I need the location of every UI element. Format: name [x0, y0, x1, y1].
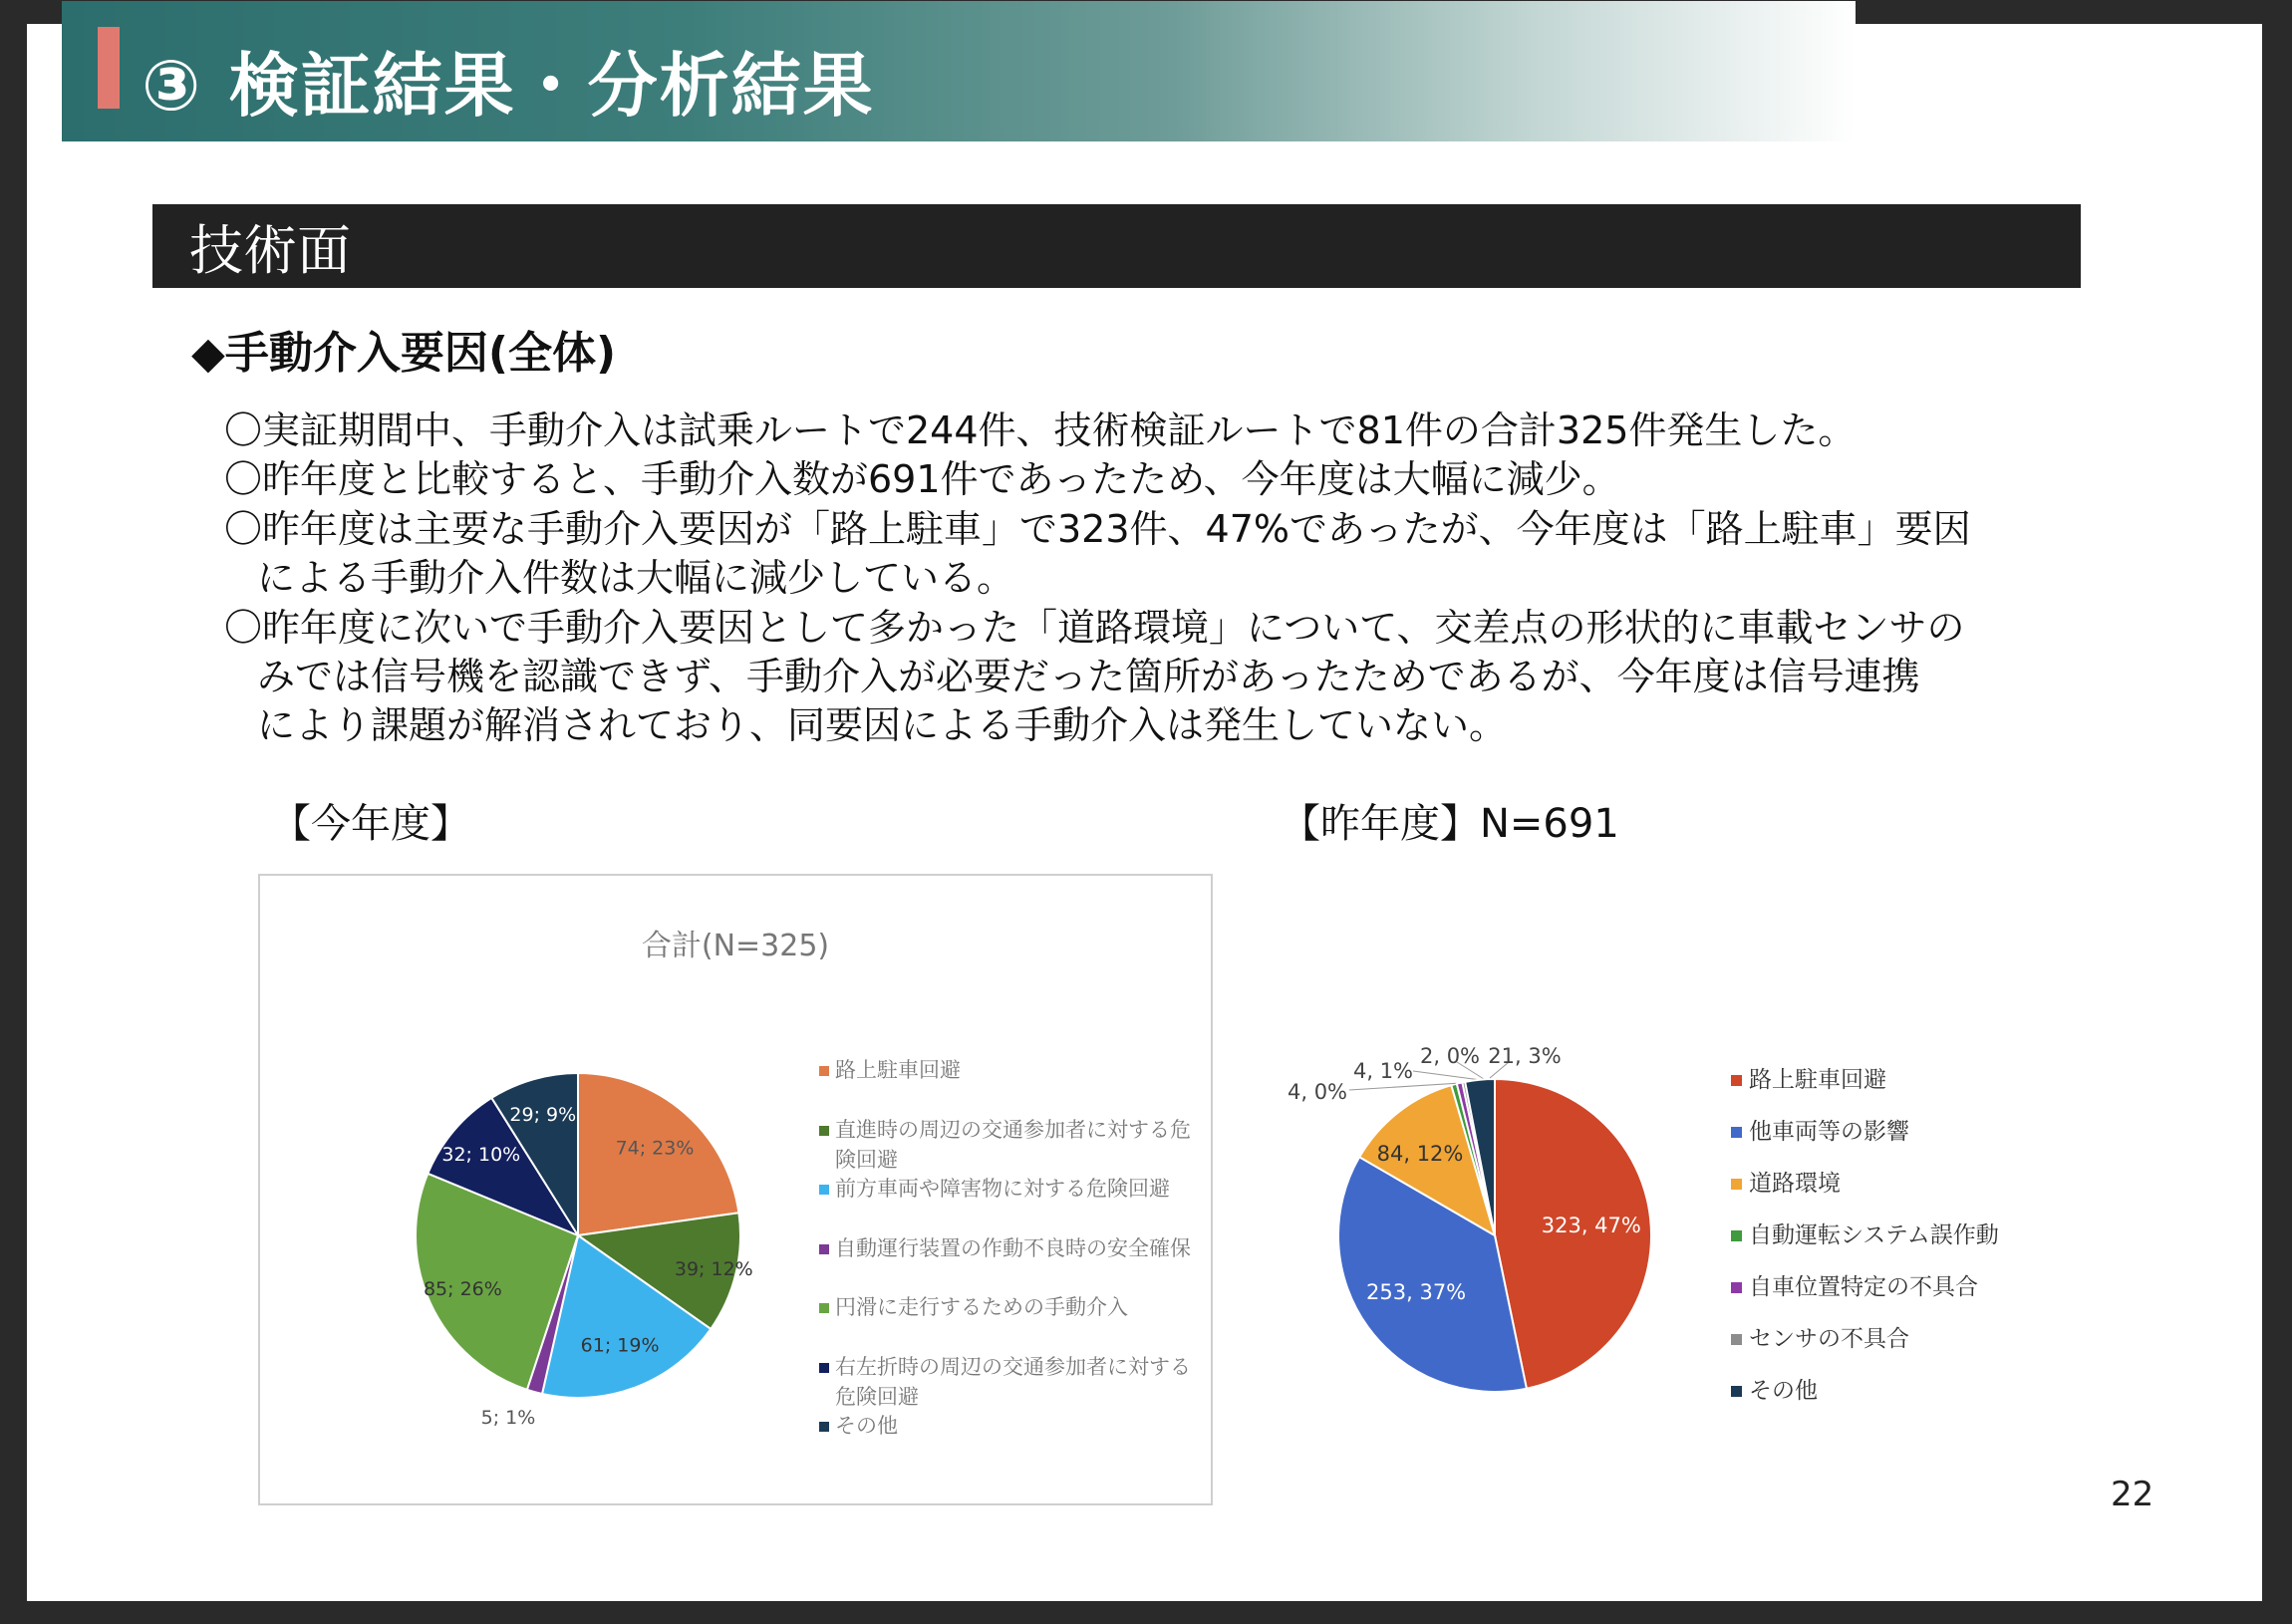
bullet-3-line-1: 〇昨年度は主要な手動介入要因が「路上駐車」で323件、47%であったが、今年度は「路上駐車」要因 — [224, 507, 1971, 551]
pie-data-label: 32; 10% — [441, 1144, 521, 1166]
legend2-item — [1731, 1372, 1818, 1405]
pie-data-label: 2, 0% — [1419, 1044, 1481, 1068]
chart-this-year-title: 合計(N=325) — [641, 929, 830, 963]
pie-data-label: 5; 1% — [480, 1407, 536, 1429]
legend-swatch — [819, 1244, 829, 1254]
legend2-label: 自車位置特定の不具合 — [1749, 1274, 1978, 1300]
legend-swatch — [819, 1066, 829, 1076]
pie-data-label: 61; 19% — [580, 1334, 660, 1357]
bullet-4-line-2: みでは信号機を認識できず、手動介入が必要だった箇所があったためであるが、今年度は信号連携 — [257, 655, 1920, 698]
leader-line — [1413, 1071, 1481, 1080]
legend2-item — [1731, 1061, 1886, 1094]
legend-label: その他 — [835, 1414, 898, 1438]
legend2-swatch — [1731, 1230, 1742, 1241]
legend-label: 円滑に走行するための手動介入 — [835, 1295, 1128, 1319]
pie-data-label: 21, 3% — [1488, 1044, 1562, 1068]
page-title: ③ 検証結果・分析結果 — [142, 45, 875, 127]
legend-swatch — [819, 1363, 829, 1373]
legend-swatch — [819, 1126, 829, 1136]
legend-item — [819, 1055, 961, 1085]
label-last-year: 【昨年度】N=691 — [1281, 801, 1619, 847]
legend2-label: 他車両等の影響 — [1749, 1119, 1909, 1145]
legend2-label: その他 — [1749, 1378, 1818, 1404]
legend2-item — [1731, 1320, 1909, 1353]
pie-1 — [1288, 1044, 1651, 1392]
legend2-swatch — [1731, 1334, 1742, 1345]
legend-swatch — [819, 1303, 829, 1313]
legend2-swatch — [1731, 1127, 1742, 1138]
legend2-swatch — [1731, 1282, 1742, 1293]
pie-data-label: 253, 37% — [1366, 1280, 1467, 1304]
page-number: 22 — [2111, 1475, 2154, 1514]
label-this-year: 【今年度】 — [271, 801, 470, 847]
legend2-label: 道路環境 — [1749, 1171, 1841, 1197]
legend-item — [819, 1233, 1191, 1263]
legend-swatch — [819, 1422, 829, 1432]
legend2-swatch — [1731, 1075, 1742, 1086]
legend-label-cont: 険回避 — [835, 1148, 898, 1172]
legend2-item — [1731, 1165, 1841, 1198]
bullet-1-line-1: 〇実証期間中、手動介入は試乗ルートで244件、技術検証ルートで81件の合計325件発生した。 — [224, 408, 1857, 452]
bullet-4-line-1: 〇昨年度に次いで手動介入要因として多かった「道路環境」について、交差点の形状的に車載センサの — [224, 606, 1965, 650]
legend-label: 自動運行装置の作動不良時の安全確保 — [835, 1236, 1191, 1260]
legend-swatch — [819, 1185, 829, 1195]
legend2-swatch — [1731, 1179, 1742, 1190]
legend-label: 直進時の周辺の交通参加者に対する危 — [835, 1118, 1191, 1142]
legend2-item — [1731, 1268, 1978, 1301]
pie-data-label: 323, 47% — [1541, 1214, 1641, 1238]
legend2-item — [1731, 1113, 1909, 1146]
legend2-label: 路上駐車回避 — [1749, 1067, 1886, 1093]
pie-data-label: 84, 12% — [1376, 1142, 1464, 1166]
legend2-item — [1731, 1217, 1999, 1249]
main-heading: ◆手動介入要因(全体) — [191, 328, 617, 379]
legend-label: 前方車両や障害物に対する危険回避 — [835, 1177, 1170, 1201]
bullet-4-line-3: により課題が解消されており、同要因による手動介入は発生していない。 — [257, 703, 1508, 747]
legend-label: 右左折時の周辺の交通参加者に対する — [835, 1355, 1191, 1379]
bullet-2-line-1: 〇昨年度と比較すると、手動介入数が691件であったため、今年度は大幅に減少。 — [224, 457, 1620, 501]
legend-item — [819, 1411, 898, 1441]
pie-data-label: 85; 26% — [423, 1278, 502, 1300]
legend-item — [819, 1292, 1128, 1322]
legend2-label: センサの不具合 — [1749, 1326, 1909, 1352]
legend2-swatch — [1731, 1386, 1742, 1397]
bullet-3-line-2: による手動介入件数は大幅に減少している。 — [257, 556, 1015, 600]
section-title: 技術面 — [189, 219, 351, 282]
pie-data-label: 29; 9% — [509, 1103, 577, 1126]
pie-data-label: 74; 23% — [615, 1137, 695, 1160]
pie-data-label: 4, 1% — [1352, 1059, 1414, 1083]
legend-item — [819, 1174, 1170, 1204]
legend-label-cont: 危険回避 — [835, 1385, 919, 1409]
pie-data-label: 39; 12% — [674, 1257, 753, 1280]
pie-0 — [416, 1073, 753, 1429]
legend2-label: 自動運転システム誤作動 — [1749, 1222, 1999, 1248]
legend-label: 路上駐車回避 — [835, 1058, 961, 1082]
pie-data-label: 4, 0% — [1287, 1080, 1348, 1104]
legend-item — [819, 1352, 1191, 1412]
legend-item — [819, 1115, 1191, 1175]
